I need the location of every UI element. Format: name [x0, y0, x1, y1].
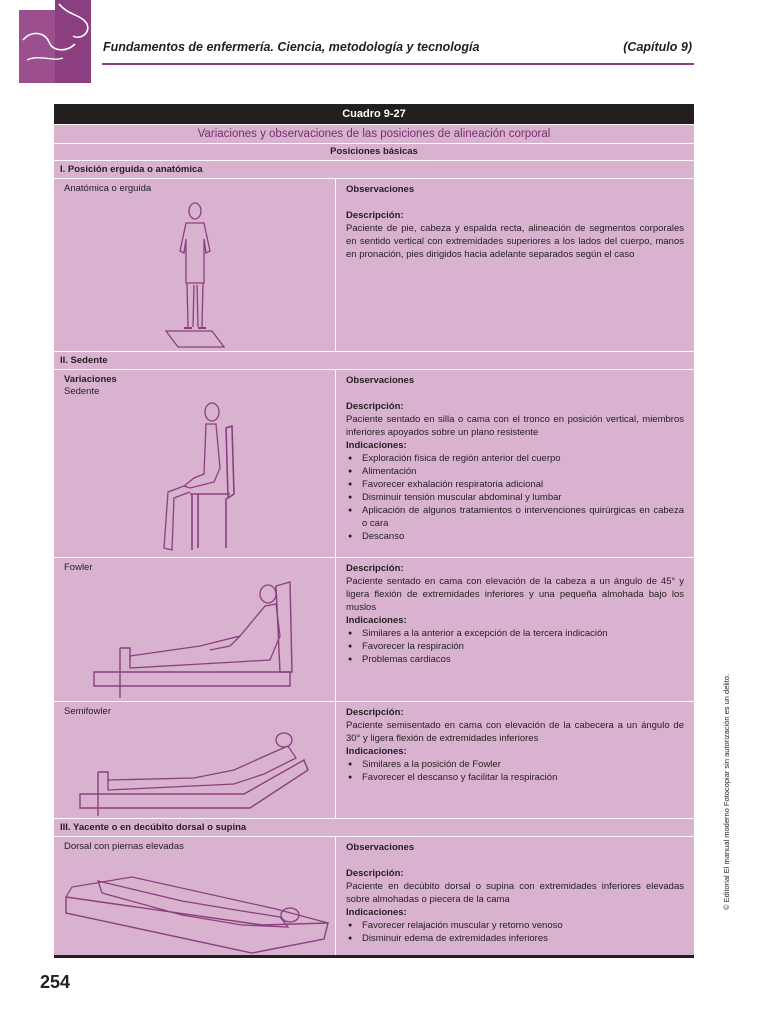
observations-label: Observaciones	[346, 375, 415, 386]
section-heading: I. Posición erguida o anatómica	[60, 164, 203, 175]
list-item: ● Problemas cardiacos	[346, 653, 684, 666]
list-item: ● Similares a la anterior a excepción de la tercera indicación	[346, 627, 684, 640]
list-item: ● Alimentación	[346, 465, 684, 478]
table-number: Cuadro 9-27	[54, 104, 694, 124]
list-item: ● Disminuir tensión muscular abdominal y lumbar	[346, 491, 684, 504]
section-heading: II. Sedente	[60, 355, 108, 366]
fowler-figure-illustration	[90, 576, 300, 698]
position-label: Fowler	[64, 562, 93, 573]
list-item: ● Favorecer exhalación respiratoria adicional	[346, 478, 684, 491]
list-item: ● Similares a la posición de Fowler	[346, 758, 684, 771]
indications-list	[346, 452, 684, 543]
position-label: Anatómica o erguida	[64, 183, 152, 194]
indications-list	[346, 758, 684, 784]
description-text: Paciente de pie, cabeza y espalda recta, alineación de segmentos corporales en sentido vertical con extremidades superiores a los lados del cuerpo, manos en pronación, pies dirigidos hacia adelante separados según el caso	[346, 223, 684, 260]
description-label: Descripción:	[346, 401, 404, 412]
table-row	[54, 557, 694, 701]
position-label: Semifowler	[64, 706, 111, 717]
position-label: Sedente	[64, 386, 100, 397]
description-text: Paciente en decúbito dorsal o supina con extremidades inferiores elevadas sobre almohadas o piecera de la cama	[346, 881, 684, 905]
description-text: Paciente semisentado en cama con elevación de la cabecera a un ángulo de 30° y ligera flexión de extremidades inferiores	[346, 720, 684, 744]
observations-cell	[346, 841, 684, 945]
observations-label: Observaciones	[346, 842, 415, 853]
table-subheading: Posiciones básicas	[330, 146, 418, 157]
observations-cell	[346, 183, 684, 261]
description-label: Descripción:	[346, 868, 404, 879]
book-title: Fundamentos de enfermería. Ciencia, metodología y tecnología	[103, 40, 480, 54]
description-text: Paciente sentado en cama con elevación de la cabeza a un ángulo de 45° y ligera flexión de extremidades inferiores y una pequeña almohada bajo los muslos	[346, 576, 684, 613]
indications-label: Indicaciones:	[346, 440, 407, 451]
list-item: ● Favorecer la respiración	[346, 640, 684, 653]
description-label: Descripción:	[346, 563, 404, 574]
observations-cell	[346, 706, 684, 784]
table-title: Variaciones y observaciones de las posiciones de alineación corporal	[197, 128, 551, 140]
indications-label: Indicaciones:	[346, 907, 407, 918]
seated-figure-illustration	[154, 398, 240, 554]
position-label: Dorsal con piernas elevadas	[64, 841, 184, 852]
list-item: ● Favorecer el descanso y facilitar la respiración	[346, 771, 684, 784]
indications-list	[346, 919, 684, 945]
list-item: ● Favorecer relajación muscular y retorno venoso	[346, 919, 684, 932]
observations-label: Observaciones	[346, 184, 415, 195]
table-row	[54, 701, 694, 818]
table-row	[54, 836, 694, 956]
description-label: Descripción:	[346, 210, 404, 221]
table-title-row	[54, 124, 694, 143]
table-row	[54, 369, 694, 557]
section-heading-row	[54, 818, 694, 836]
section-heading: III. Yacente o en decúbito dorsal o supina	[60, 822, 247, 833]
list-item: ● Exploración física de región anterior del cuerpo	[346, 452, 684, 465]
description-label: Descripción:	[346, 707, 404, 718]
chapter-label: (Capítulo 9)	[623, 40, 692, 54]
copyright-note: © Editorial El manual moderno Fotocopiar sin autorización es un delito.	[722, 673, 731, 910]
indications-list	[346, 627, 684, 666]
semifowler-figure-illustration	[74, 724, 310, 816]
indications-label: Indicaciones:	[346, 746, 407, 757]
observations-cell	[346, 374, 684, 543]
description-text: Paciente sentado en silla o cama con el tronco en posición vertical, miembros inferiores apoyados sobre un plano resistente	[346, 414, 684, 438]
indications-label: Indicaciones:	[346, 615, 407, 626]
publisher-logo	[19, 0, 91, 83]
observations-cell	[346, 562, 684, 666]
header-rule	[102, 63, 694, 65]
standing-figure-illustration	[164, 199, 226, 349]
list-item: ● Descanso	[346, 530, 684, 543]
variations-label: Variaciones	[64, 374, 117, 385]
supine-legs-elevated-figure-illustration	[62, 867, 332, 955]
list-item: ● Disminuir edema de extremidades inferiores	[346, 932, 684, 945]
page-number: 254	[40, 972, 71, 992]
positions-table	[54, 104, 694, 955]
table-bottom-rule	[54, 955, 694, 958]
table-row	[54, 178, 694, 351]
table-subheading-row	[54, 143, 694, 160]
section-heading-row	[54, 160, 694, 178]
list-item: ● Aplicación de algunos tratamientos o intervenciones quirúrgicas en cabeza o cara	[346, 504, 684, 530]
section-heading-row	[54, 351, 694, 369]
